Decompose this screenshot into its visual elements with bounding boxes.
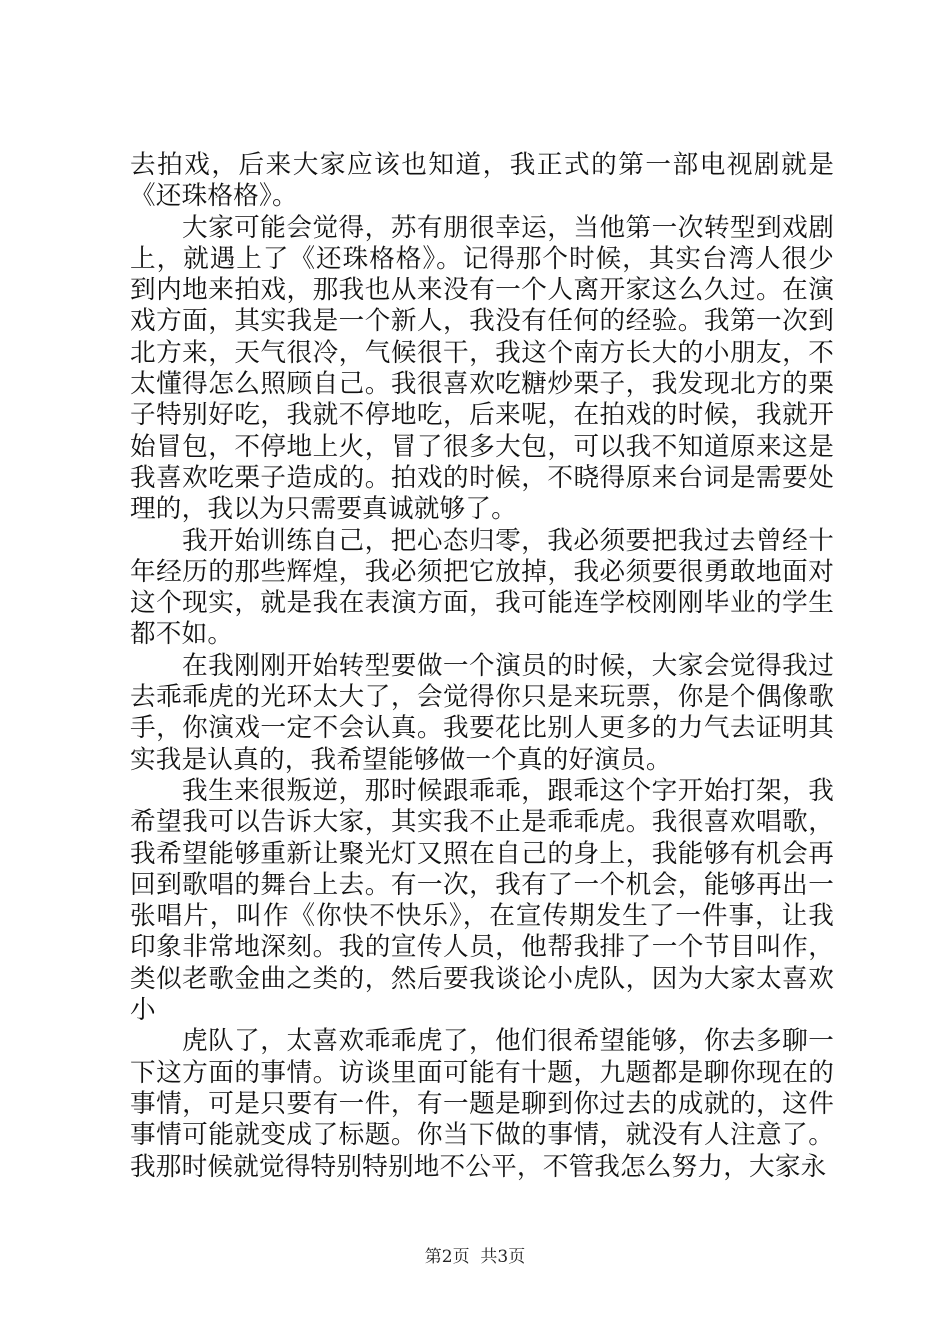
- paragraph-5: 我生来很叛逆，那时候跟乖乖，跟乖这个字开始打架，我希望我可以告诉大家，其实我不止是乖乖虎。我很喜欢唱歌，我希望能够重新让聚光灯又照在自己的身上，我能够有机会再回到歌唱的舞台上去。有一次，我有了一个机会，能够再出一张唱片，叫作《你快不快乐》，在宣传期发生了一件事，让我印象非常地深刻。我的宣传人员，他帮我排了一个节目叫作，类似老歌金曲之类的，然后要我谈论小虎队，因为大家太喜欢小: [130, 775, 834, 1026]
- paragraph-6: 虎队了，太喜欢乖乖虎了，他们很希望能够，你去多聊一下这方面的事情。访谈里面可能有十题，九题都是聊你现在的事情，可是只要有一件，有一题是聊到你过去的成就的，这件事情可能就变成了标题。你当下做的事情，就没有人注意了。我那时候就觉得特别特别地不公平，不管我怎么努力，大家永: [130, 1026, 834, 1182]
- page-total: 共3页: [480, 1247, 526, 1267]
- document-body: [130, 150, 834, 1183]
- paragraph-3: 我开始训练自己，把心态归零，我必须要把我过去曾经十年经历的那些辉煌，我必须把它放掉，我必须要很勇敢地面对这个现实，就是我在表演方面，我可能连学校刚刚毕业的学生都不如。: [130, 525, 834, 650]
- paragraph-1: 去拍戏，后来大家应该也知道，我正式的第一部电视剧就是《还珠格格》。: [130, 150, 834, 212]
- page-footer: [0, 1246, 950, 1268]
- page-number: 第2页: [424, 1247, 470, 1267]
- paragraph-2: 大家可能会觉得，苏有朋很幸运，当他第一次转型到戏剧上，就遇上了《还珠格格》。记得那个时候，其实台湾人很少到内地来拍戏，那我也从来没有一个人离开家这么久过。在演戏方面，其实我是一个新人，我没有任何的经验。我第一次到北方来，天气很冷，气候很干，我这个南方长大的小朋友，不太懂得怎么照顾自己。我很喜欢吃糖炒栗子，我发现北方的栗子特别好吃，我就不停地吃，后来呢，在拍戏的时候，我就开始冒包，不停地上火，冒了很多大包，可以我不知道原来这是我喜欢吃栗子造成的。拍戏的时候，不晓得原来台词是需要处理的，我以为只需要真诚就够了。: [130, 212, 834, 525]
- paragraph-4: 在我刚刚开始转型要做一个演员的时候，大家会觉得我过去乖乖虎的光环太大了，会觉得你只是来玩票，你是个偶像歌手，你演戏一定不会认真。我要花比别人更多的力气去证明其实我是认真的，我希望能够做一个真的好演员。: [130, 650, 834, 775]
